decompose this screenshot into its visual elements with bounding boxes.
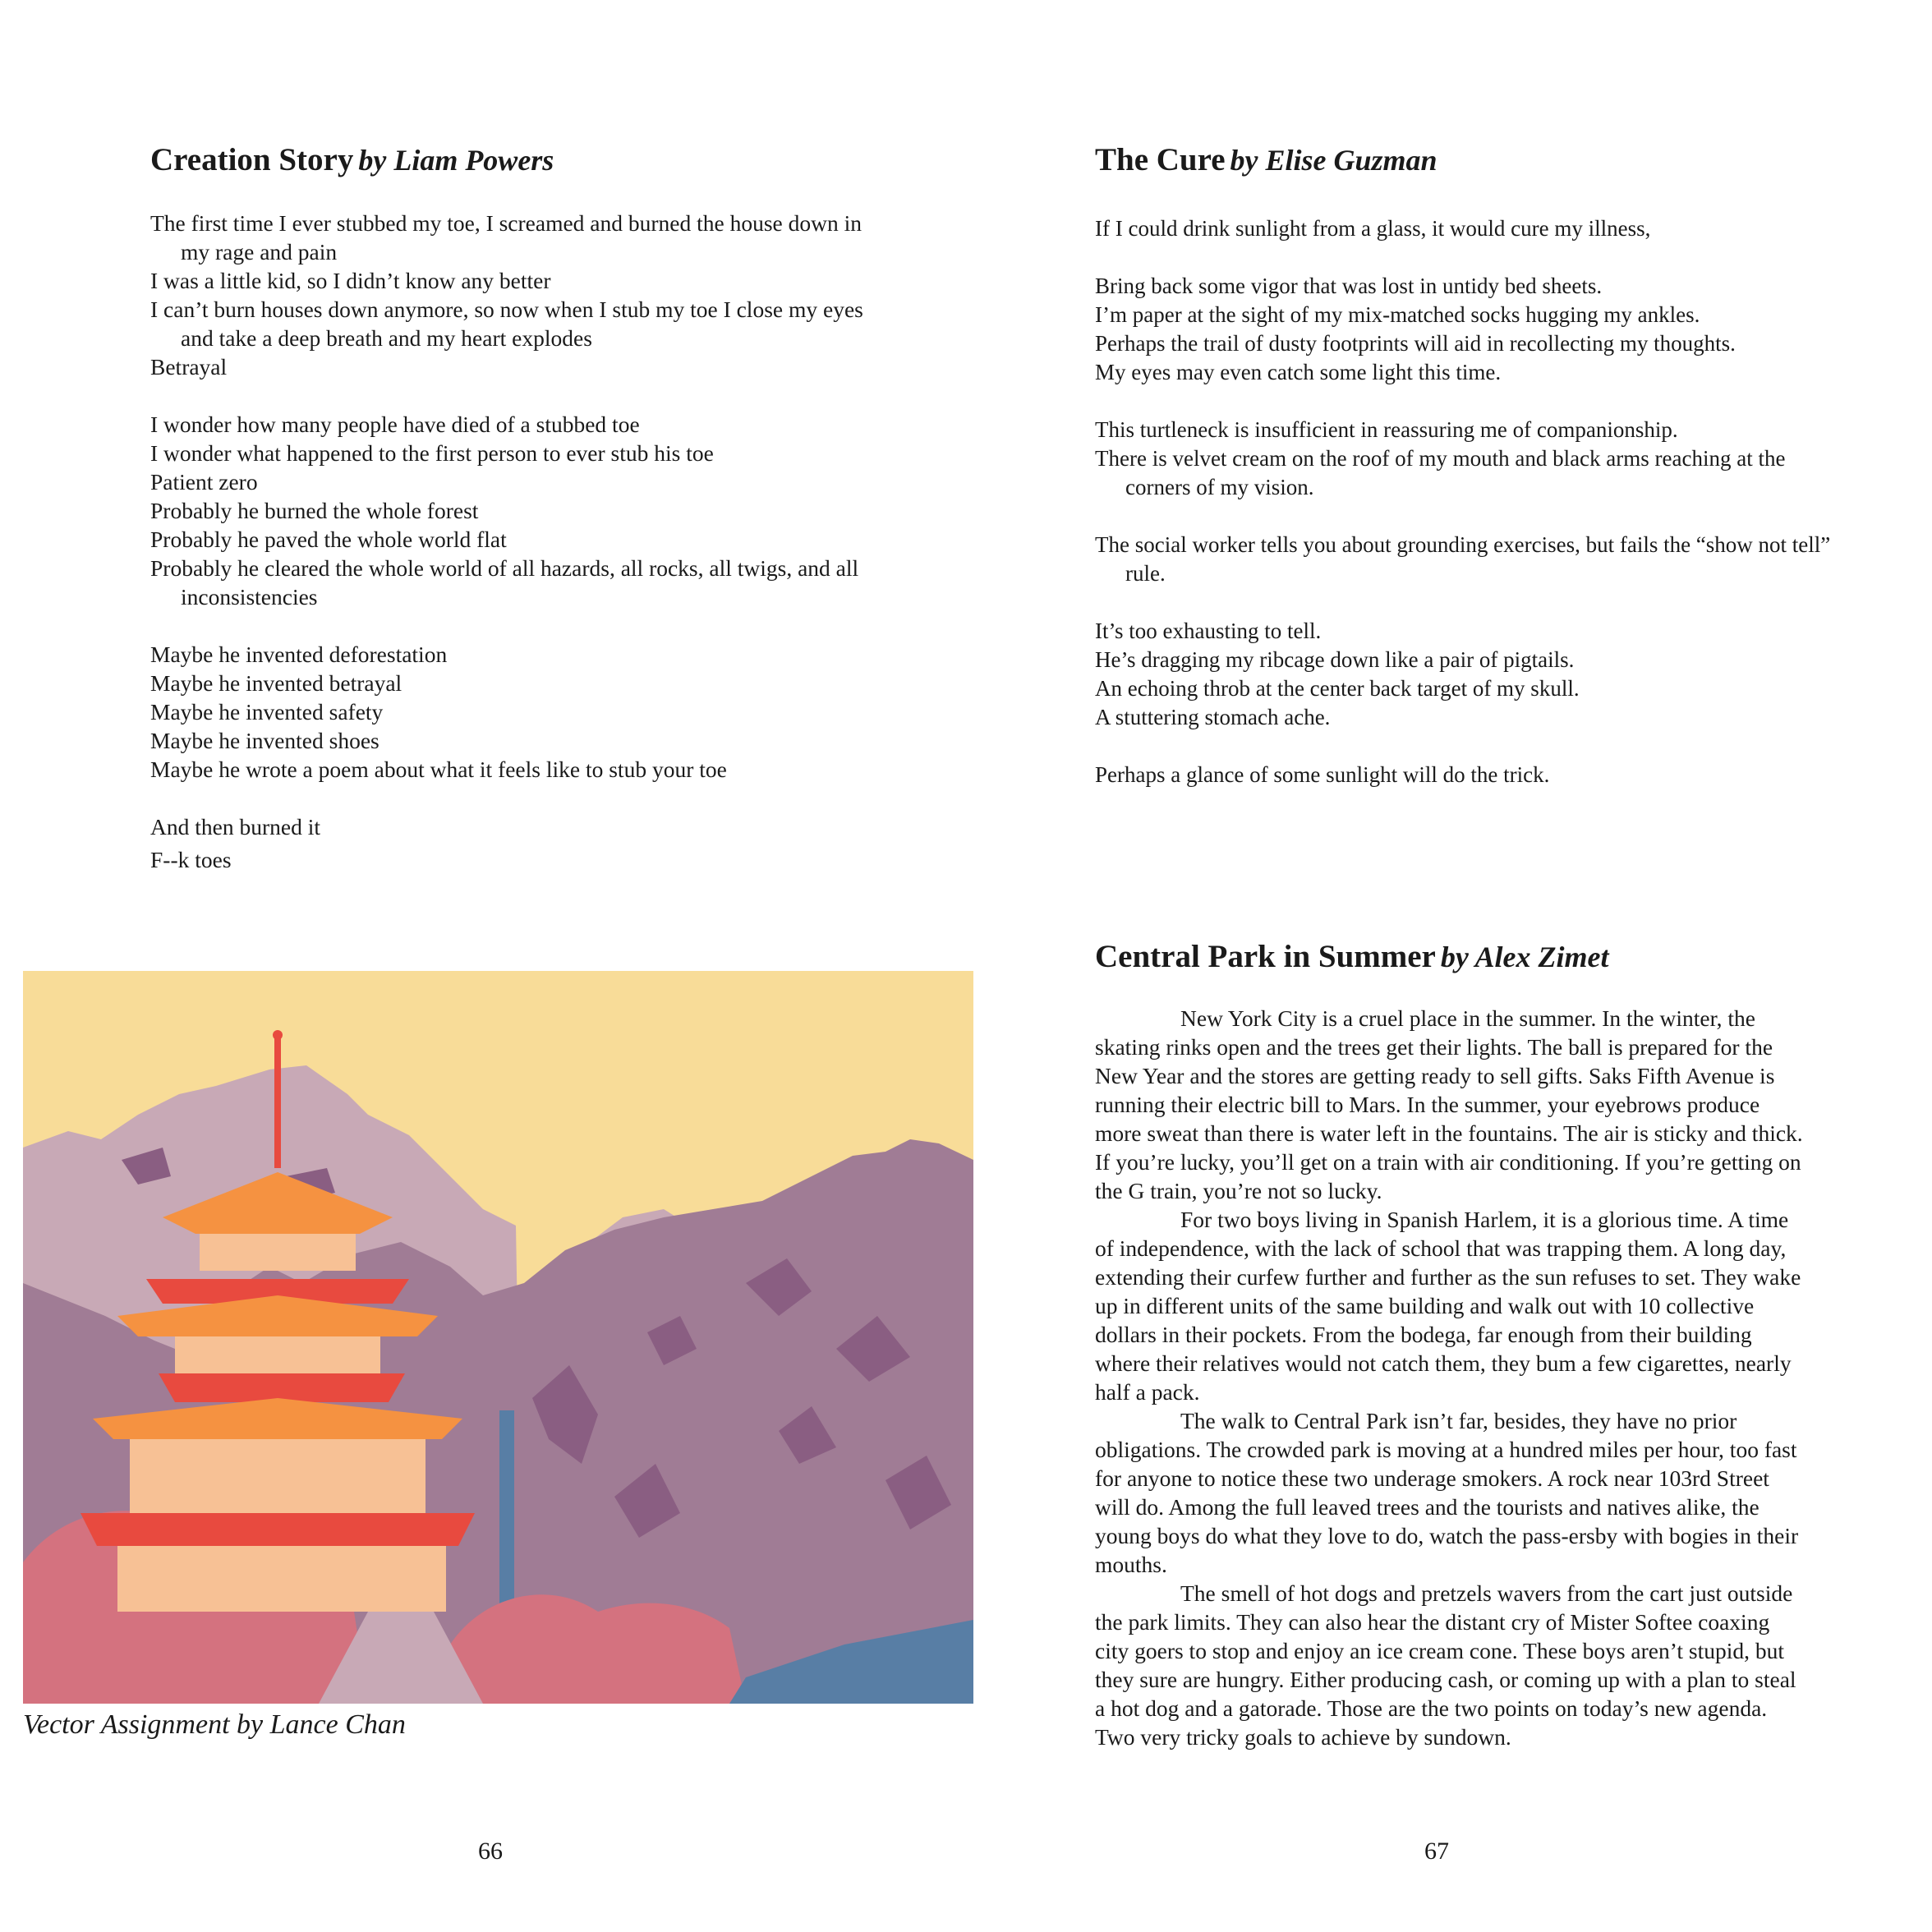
story-title: Central Park in Summer: [1095, 939, 1436, 974]
stanza-break: [1095, 387, 1834, 416]
story-paragraph: The smell of hot dogs and pretzels wavers from the cart just outside the park limits. They can also hear the distant cry of Mister Softee coaxing city goers to stop and enjoy an ice cream cone. These boys aren’t stupid, but they sure are hungry. Either producing cash, or coming up with a plan to steal a hot dog and a gatorade. Those are the two points on today’s new agenda. Two very tricky goals to achieve by sundown.: [1095, 1580, 1796, 1750]
creation-story-poem: [150, 209, 890, 841]
story-paragraph: The walk to Central Park isn’t far, besides, they have no prior obligations. The crowded park is moving at a hundred miles per hour, too fast for anyone to notice these two underage smokers. A rock near 103rd Street will do. Among the full leaved trees and the tourists and natives alike, the young boys do what they love to do, watch the pass-ersby with bogies in their mouths.: [1095, 1408, 1799, 1577]
poem-line: A stuttering stomach ache.: [1095, 705, 1331, 729]
stanza-break: [1095, 588, 1834, 617]
right-page: [966, 0, 1932, 1932]
poem-line: Bring back some vigor that was lost in untidy bed sheets.: [1095, 274, 1603, 298]
stanza-break: [150, 381, 890, 410]
stanza-break: [1095, 502, 1834, 531]
poem-line: Perhaps the trail of dusty footprints will aid in recollecting my thoughts.: [1095, 331, 1736, 356]
page-number-right: 67: [1424, 1838, 1449, 1865]
central-park-heading: [1095, 938, 1608, 975]
poem-line: Maybe he invented betrayal: [150, 670, 402, 696]
poem-line: If I could drink sunlight from a glass, it would cure my illness,: [1095, 216, 1651, 241]
poem-line: I can’t burn houses down anymore, so now when I stub my toe I close my eyes and take a deep breath and my heart explodes: [150, 297, 863, 351]
poem-line: My eyes may even catch some light this time.: [1095, 360, 1502, 384]
stanza-break: [1095, 243, 1834, 272]
poem-line: Maybe he invented shoes: [150, 728, 380, 753]
poem-line: It’s too exhausting to tell.: [1095, 619, 1322, 643]
poem-line: Maybe he wrote a poem about what it feels like to stub your toe: [150, 757, 727, 782]
poem-line: I wonder what happened to the first person to ever stub his toe: [150, 440, 714, 466]
poem-line: He’s dragging my ribcage down like a pair of pigtails.: [1095, 647, 1575, 672]
stanza-break: [150, 611, 890, 640]
artwork-caption: Vector Assignment by Lance Chan: [23, 1709, 406, 1740]
stanza-break: [1095, 732, 1834, 761]
central-park-story: [1095, 1004, 1806, 1751]
poem-line: I was a little kid, so I didn’t know any better: [150, 268, 551, 293]
poem-line: There is velvet cream on the roof of my mouth and black arms reaching at the corners of my vision.: [1095, 446, 1786, 499]
poem-line: Probably he paved the whole world flat: [150, 527, 507, 552]
creation-story-heading: [150, 141, 554, 178]
pagoda-illustration: [23, 971, 973, 1704]
poem-line: Maybe he invented safety: [150, 699, 384, 724]
poem-final-line: F--k toes: [150, 847, 232, 872]
poem-line: And then burned it: [150, 814, 320, 840]
stanza-break: [150, 784, 890, 812]
poem-title: The Cure: [1095, 142, 1226, 177]
the-cure-heading: [1095, 141, 1438, 178]
poem-line: This turtleneck is insufficient in reassuring me of companionship.: [1095, 417, 1678, 442]
page-number-left: 66: [478, 1838, 503, 1865]
poem-line: The first time I ever stubbed my toe, I screamed and burned the house down in my rage and pain: [150, 210, 862, 264]
poem-line: Betrayal: [150, 354, 228, 380]
poem-line: Patient zero: [150, 469, 258, 494]
poem-line: Maybe he invented deforestation: [150, 642, 448, 667]
story-paragraph: For two boys living in Spanish Harlem, it is a glorious time. A time of independence, with the lack of school that was trapping them. A long day, extending their curfew further and further as the sun refuses to set. They wake up in different units of the same building and walk out with 10 collective dollars in their pockets. From the bodega, far enough from their building where their relatives would not catch them, they bum a few cigarettes, nearly half a pack.: [1095, 1207, 1801, 1405]
poem-line: The social worker tells you about grounding exercises, but fails the “show not tell” rule.: [1095, 532, 1831, 586]
poem-line: Probably he cleared the whole world of all hazards, all rocks, all twigs, and all inconsistencies: [150, 555, 859, 610]
poem-line: I wonder how many people have died of a stubbed toe: [150, 412, 640, 437]
the-cure-poem: [1095, 214, 1834, 789]
poem-line: Perhaps a glance of some sunlight will do the trick.: [1095, 762, 1550, 787]
poem-line: I’m paper at the sight of my mix-matched socks hugging my ankles.: [1095, 302, 1700, 327]
poem-byline: by Elise Guzman: [1230, 144, 1438, 177]
poem-line: An echoing throb at the center back target of my skull.: [1095, 676, 1580, 701]
poem-byline: by Liam Powers: [358, 144, 554, 177]
story-byline: by Alex Zimet: [1440, 941, 1609, 973]
story-paragraph: New York City is a cruel place in the summer. In the winter, the skating rinks open and the trees get their lights. The ball is prepared for the New Year and the stores are getting ready to sell gifts. Saks Fifth Avenue is running their electric bill to Mars. In the summer, your eyebrows produce more sweat than there is water left in the fountains. The air is sticky and thick. If you’re lucky, you’ll get on a train with air conditioning. If you’re getting on the G train, you’re not so lucky.: [1095, 1005, 1803, 1203]
poem-line: Probably he burned the whole forest: [150, 498, 479, 523]
poem-title: Creation Story: [150, 142, 354, 177]
